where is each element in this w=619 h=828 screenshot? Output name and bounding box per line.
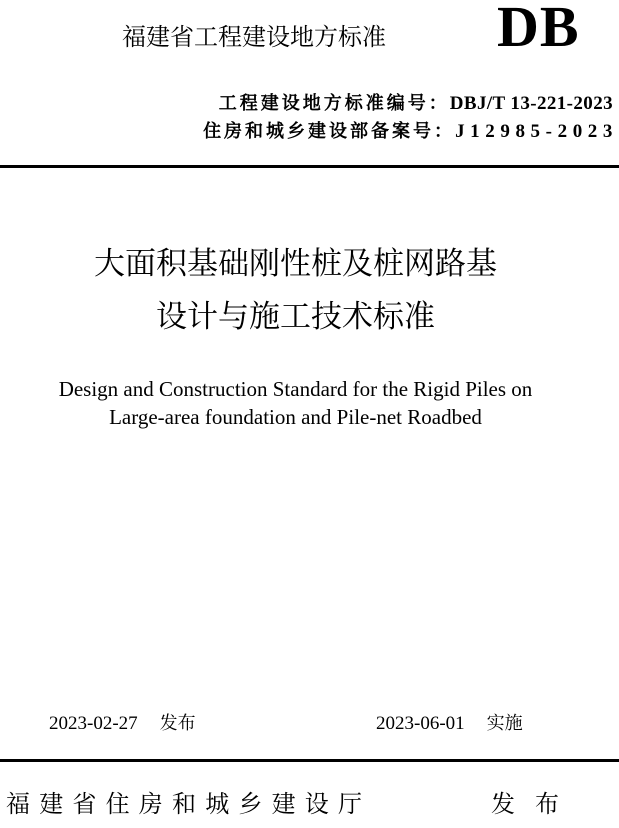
standard-number-label: 工程建设地方标准编号： [218, 93, 450, 114]
issue-date-block [49, 711, 196, 737]
issue-date: 2023-02-27 [49, 713, 138, 734]
bottom-divider [0, 759, 619, 762]
standard-number-value: DBJ/T 13-221-2023 [449, 93, 613, 114]
effective-date: 2023-06-01 [376, 713, 465, 734]
top-divider [0, 165, 619, 168]
issuing-authority: 福建省住房和城乡建设厅 [6, 790, 372, 818]
standard-category: 福建省工程建设地方标准 [122, 23, 386, 51]
issue-label: 发布 [159, 713, 196, 734]
title-zh-line1: 大面积基础刚性桩及桩网路基 [94, 246, 497, 282]
title-zh-line2: 设计与施工技术标准 [156, 299, 435, 335]
db-logo: DB [497, 0, 580, 59]
effective-label: 实施 [486, 713, 523, 734]
issue-action: 发布 [491, 790, 579, 818]
record-number-row [203, 120, 618, 144]
record-number-value: J12985-2023 [455, 121, 618, 142]
standard-number-row [219, 92, 613, 116]
record-number-label: 住房和城乡建设部备案号： [203, 121, 456, 142]
effective-date-block [376, 711, 523, 737]
title-en-line2: Large-area foundation and Pile-net Roadbed [109, 405, 482, 429]
title-en-line1: Design and Construction Standard for the Rigid Piles on [58, 377, 533, 401]
